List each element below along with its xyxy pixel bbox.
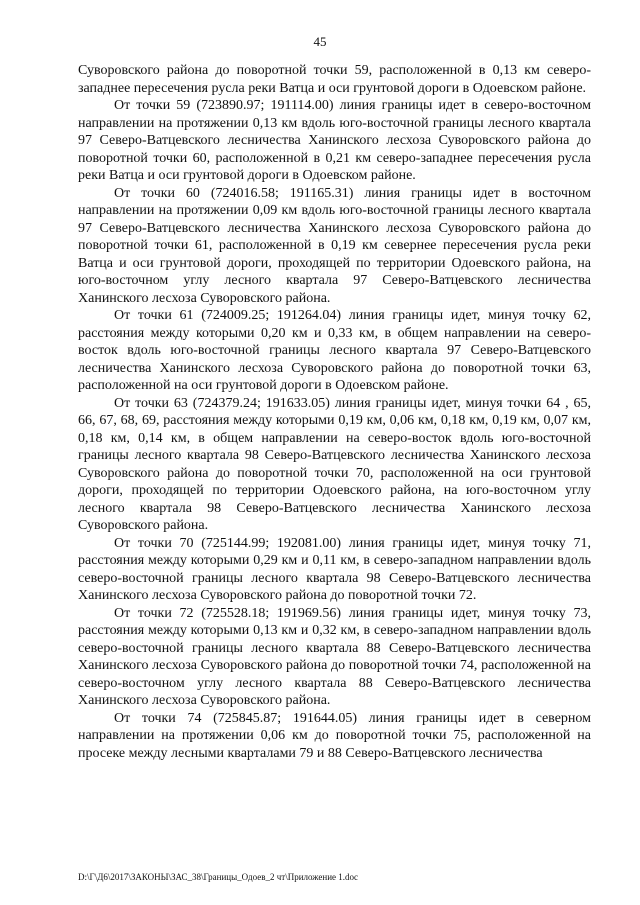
paragraph-point-60: От точки 60 (724016.58; 191165.31) линия границы идет в восточном направлении на протяжении 0,09 км вдоль юго-восточной границы лесного квартала 97 Северо-Ватцевского лесничества Ханинского лесхоза Суворовского района до поворотной точки 61, расположенной в 0,19 км севернее пересечения русла реки Ватца и оси грунтовой дороги, проходящей по территории Одоевского района, на юго-восточном углу лесного квартала 97 Северо-Ватцевского лесничества Ханинского лесхоза Суворовского района. bbox=[78, 185, 591, 306]
boundary-description-text bbox=[78, 62, 591, 762]
file-path-footer: D:\Г\Д6\2017\ЗАКОНЫ\ЗАС_38\Границы_Одоев_2 чт\Приложение 1.doc bbox=[78, 872, 358, 882]
page-number: 45 bbox=[313, 34, 327, 49]
paragraph-point-61: От точки 61 (724009.25; 191264.04) линия границы идет, минуя точку 62, расстояния между которыми 0,20 км и 0,33 км, в общем направлении на северо-восток вдоль юго-восточной границы лесного квартала 97 Северо-Ватцевского лесничества Ханинского лесхоза Суворовского района до поворотной точки 63, расположенной на оси грунтовой дороги в Одоевском районе. bbox=[78, 308, 591, 393]
paragraph-point-59: От точки 59 (723890.97; 191114.00) линия границы идет в северо-восточном направлении на протяжении 0,13 км вдоль юго-восточной границы лесного квартала 97 Северо-Ватцевского лесничества Ханинского лесхоза Суворовского района до поворотной точки 60, расположенной в 0,21 км северо-западнее пересечения русла реки Ватца и оси грунтовой дороги в Одоевском районе. bbox=[78, 98, 591, 183]
paragraph-point-74: От точки 74 (725845.87; 191644.05) линия границы идет в северном направлении на протяжении 0,06 км до поворотной точки 75, расположенной на просеке между лесными кварталами 79 и 88 Северо-Ватцевского лесничества bbox=[78, 710, 591, 761]
paragraph-point-72: От точки 72 (725528.18; 191969.56) линия границы идет, минуя точку 73, расстояния между которыми 0,13 км и 0,32 км, в северо-западном направлении вдоль северо-восточной границы лесного квартала 88 Северо-Ватцевского лесничества Ханинского лесхоза Суворовского района до поворотной точки 74, расположенной на северо-восточном углу лесного квартала 88 Северо-Ватцевского лесничества Ханинского лесхоза Суворовского района. bbox=[78, 605, 591, 708]
paragraph-point-70: От точки 70 (725144.99; 192081.00) линия границы идет, минуя точку 71, расстояния между которыми 0,29 км и 0,11 км, в северо-западном направлении вдоль северо-восточной границы лесного квартала 98 Северо-Ватцевского лесничества Ханинского лесхоза Суворовского района до поворотной точки 72. bbox=[78, 535, 591, 603]
paragraph-point-63: От точки 63 (724379.24; 191633.05) линия границы идет, минуя точки 64 , 65, 66, 67, 68, 69, расстояния между которыми 0,19 км, 0,06 км, 0,18 км, 0,19 км, 0,07 км, 0,18 км, 0,14 км, в общем направлении на северо-восток вдоль юго-восточной границы лесного квартала 98 Северо-Ватцевского лесничества Ханинского лесхоза Суворовского района до поворотной точки 70, расположенной на оси грунтовой дороги, проходящей по территории Одоевского района, на юго-восточном углу лесного квартала 98 Северо-Ватцевского лесничества Ханинского лесхоза Суворовского района. bbox=[78, 395, 591, 533]
paragraph-continuation: Суворовского района до поворотной точки 59, расположенной в 0,13 км северо-западнее пересечения русла реки Ватца и оси грунтовой дороги в Одоевском районе. bbox=[78, 63, 591, 96]
